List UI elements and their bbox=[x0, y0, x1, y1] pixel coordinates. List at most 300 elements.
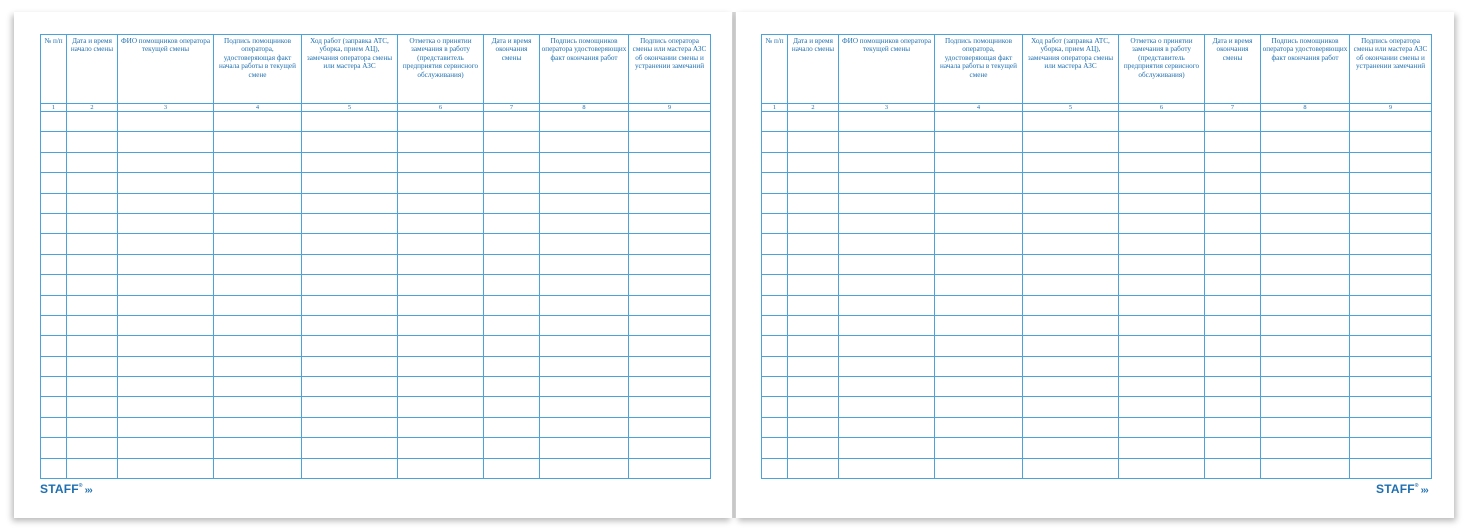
table-cell[interactable] bbox=[118, 193, 214, 213]
table-cell[interactable] bbox=[1205, 438, 1261, 458]
table-cell[interactable] bbox=[1023, 193, 1119, 213]
table-cell[interactable] bbox=[41, 315, 67, 335]
table-cell[interactable] bbox=[118, 132, 214, 152]
table-cell[interactable] bbox=[935, 295, 1023, 315]
table-cell[interactable] bbox=[302, 112, 398, 132]
table-cell[interactable] bbox=[839, 112, 935, 132]
table-cell[interactable] bbox=[1350, 336, 1432, 356]
table-cell[interactable] bbox=[214, 132, 302, 152]
table-cell[interactable] bbox=[762, 438, 788, 458]
table-cell[interactable] bbox=[118, 397, 214, 417]
table-cell[interactable] bbox=[302, 193, 398, 213]
table-cell[interactable] bbox=[762, 417, 788, 437]
table-cell[interactable] bbox=[67, 213, 118, 233]
table-cell[interactable] bbox=[41, 417, 67, 437]
table-cell[interactable] bbox=[1119, 254, 1205, 274]
table-cell[interactable] bbox=[1119, 112, 1205, 132]
table-cell[interactable] bbox=[839, 193, 935, 213]
table-cell[interactable] bbox=[1205, 356, 1261, 376]
table-cell[interactable] bbox=[762, 213, 788, 233]
table-cell[interactable] bbox=[1119, 397, 1205, 417]
table-cell[interactable] bbox=[484, 438, 540, 458]
table-cell[interactable] bbox=[1205, 254, 1261, 274]
table-cell[interactable] bbox=[398, 152, 484, 172]
table-cell[interactable] bbox=[214, 152, 302, 172]
table-cell[interactable] bbox=[1261, 458, 1350, 478]
table-cell[interactable] bbox=[398, 417, 484, 437]
table-cell[interactable] bbox=[67, 193, 118, 213]
table-cell[interactable] bbox=[788, 397, 839, 417]
table-cell[interactable] bbox=[398, 458, 484, 478]
table-cell[interactable] bbox=[935, 152, 1023, 172]
table-cell[interactable] bbox=[67, 254, 118, 274]
table-cell[interactable] bbox=[935, 417, 1023, 437]
table-cell[interactable] bbox=[762, 173, 788, 193]
table-cell[interactable] bbox=[214, 275, 302, 295]
table-cell[interactable] bbox=[398, 397, 484, 417]
table-cell[interactable] bbox=[67, 173, 118, 193]
table-cell[interactable] bbox=[629, 356, 711, 376]
table-cell[interactable] bbox=[935, 336, 1023, 356]
table-cell[interactable] bbox=[1205, 336, 1261, 356]
table-cell[interactable] bbox=[540, 295, 629, 315]
table-cell[interactable] bbox=[1119, 438, 1205, 458]
table-cell[interactable] bbox=[1350, 173, 1432, 193]
table-cell[interactable] bbox=[1350, 152, 1432, 172]
table-cell[interactable] bbox=[540, 377, 629, 397]
table-cell[interactable] bbox=[484, 193, 540, 213]
table-cell[interactable] bbox=[762, 275, 788, 295]
table-cell[interactable] bbox=[1350, 417, 1432, 437]
table-cell[interactable] bbox=[629, 112, 711, 132]
table-cell[interactable] bbox=[214, 112, 302, 132]
table-cell[interactable] bbox=[1261, 152, 1350, 172]
table-cell[interactable] bbox=[935, 315, 1023, 335]
table-cell[interactable] bbox=[762, 254, 788, 274]
table-cell[interactable] bbox=[629, 213, 711, 233]
table-cell[interactable] bbox=[41, 458, 67, 478]
table-cell[interactable] bbox=[214, 377, 302, 397]
table-cell[interactable] bbox=[839, 213, 935, 233]
table-cell[interactable] bbox=[1023, 438, 1119, 458]
table-cell[interactable] bbox=[302, 234, 398, 254]
table-cell[interactable] bbox=[1350, 132, 1432, 152]
table-cell[interactable] bbox=[1261, 275, 1350, 295]
table-cell[interactable] bbox=[629, 254, 711, 274]
table-cell[interactable] bbox=[839, 377, 935, 397]
table-cell[interactable] bbox=[935, 275, 1023, 295]
table-cell[interactable] bbox=[214, 315, 302, 335]
table-cell[interactable] bbox=[67, 112, 118, 132]
table-cell[interactable] bbox=[762, 336, 788, 356]
table-cell[interactable] bbox=[762, 152, 788, 172]
table-cell[interactable] bbox=[839, 234, 935, 254]
table-cell[interactable] bbox=[398, 336, 484, 356]
table-cell[interactable] bbox=[1261, 336, 1350, 356]
table-cell[interactable] bbox=[41, 336, 67, 356]
table-cell[interactable] bbox=[935, 397, 1023, 417]
table-cell[interactable] bbox=[1350, 213, 1432, 233]
table-cell[interactable] bbox=[118, 152, 214, 172]
table-cell[interactable] bbox=[1350, 234, 1432, 254]
table-cell[interactable] bbox=[398, 295, 484, 315]
table-cell[interactable] bbox=[540, 112, 629, 132]
table-cell[interactable] bbox=[214, 254, 302, 274]
table-cell[interactable] bbox=[935, 213, 1023, 233]
table-cell[interactable] bbox=[67, 438, 118, 458]
table-cell[interactable] bbox=[302, 132, 398, 152]
table-cell[interactable] bbox=[41, 438, 67, 458]
table-cell[interactable] bbox=[214, 295, 302, 315]
table-cell[interactable] bbox=[302, 275, 398, 295]
table-cell[interactable] bbox=[398, 438, 484, 458]
table-cell[interactable] bbox=[788, 458, 839, 478]
table-cell[interactable] bbox=[67, 336, 118, 356]
table-cell[interactable] bbox=[540, 275, 629, 295]
table-cell[interactable] bbox=[1119, 315, 1205, 335]
table-cell[interactable] bbox=[1205, 112, 1261, 132]
table-cell[interactable] bbox=[1023, 315, 1119, 335]
table-cell[interactable] bbox=[302, 173, 398, 193]
table-cell[interactable] bbox=[1119, 234, 1205, 254]
table-cell[interactable] bbox=[302, 417, 398, 437]
table-cell[interactable] bbox=[1261, 438, 1350, 458]
table-cell[interactable] bbox=[839, 132, 935, 152]
table-cell[interactable] bbox=[1119, 417, 1205, 437]
table-cell[interactable] bbox=[484, 377, 540, 397]
table-cell[interactable] bbox=[788, 173, 839, 193]
table-cell[interactable] bbox=[540, 254, 629, 274]
table-cell[interactable] bbox=[1023, 397, 1119, 417]
table-cell[interactable] bbox=[484, 356, 540, 376]
table-cell[interactable] bbox=[1350, 295, 1432, 315]
table-cell[interactable] bbox=[629, 315, 711, 335]
table-cell[interactable] bbox=[839, 254, 935, 274]
table-cell[interactable] bbox=[1205, 315, 1261, 335]
table-cell[interactable] bbox=[1205, 213, 1261, 233]
table-cell[interactable] bbox=[302, 377, 398, 397]
table-cell[interactable] bbox=[302, 458, 398, 478]
table-cell[interactable] bbox=[1023, 417, 1119, 437]
table-cell[interactable] bbox=[214, 397, 302, 417]
table-cell[interactable] bbox=[935, 356, 1023, 376]
table-cell[interactable] bbox=[839, 336, 935, 356]
table-cell[interactable] bbox=[839, 397, 935, 417]
table-cell[interactable] bbox=[118, 458, 214, 478]
table-cell[interactable] bbox=[1205, 397, 1261, 417]
table-cell[interactable] bbox=[629, 377, 711, 397]
table-cell[interactable] bbox=[118, 213, 214, 233]
table-cell[interactable] bbox=[1205, 377, 1261, 397]
table-cell[interactable] bbox=[1205, 417, 1261, 437]
table-cell[interactable] bbox=[629, 132, 711, 152]
table-cell[interactable] bbox=[1261, 397, 1350, 417]
table-cell[interactable] bbox=[398, 132, 484, 152]
table-cell[interactable] bbox=[41, 213, 67, 233]
table-cell[interactable] bbox=[484, 417, 540, 437]
table-cell[interactable] bbox=[1205, 132, 1261, 152]
table-cell[interactable] bbox=[1205, 458, 1261, 478]
table-cell[interactable] bbox=[935, 173, 1023, 193]
table-cell[interactable] bbox=[302, 336, 398, 356]
table-cell[interactable] bbox=[839, 356, 935, 376]
table-cell[interactable] bbox=[1261, 377, 1350, 397]
table-cell[interactable] bbox=[1119, 458, 1205, 478]
table-cell[interactable] bbox=[540, 152, 629, 172]
table-cell[interactable] bbox=[41, 275, 67, 295]
table-cell[interactable] bbox=[398, 213, 484, 233]
table-cell[interactable] bbox=[1023, 152, 1119, 172]
table-cell[interactable] bbox=[629, 397, 711, 417]
table-cell[interactable] bbox=[302, 356, 398, 376]
table-cell[interactable] bbox=[41, 152, 67, 172]
table-cell[interactable] bbox=[67, 356, 118, 376]
table-cell[interactable] bbox=[1350, 112, 1432, 132]
table-cell[interactable] bbox=[484, 295, 540, 315]
table-cell[interactable] bbox=[839, 458, 935, 478]
table-cell[interactable] bbox=[540, 213, 629, 233]
table-cell[interactable] bbox=[398, 234, 484, 254]
table-cell[interactable] bbox=[1119, 152, 1205, 172]
table-cell[interactable] bbox=[1119, 173, 1205, 193]
table-cell[interactable] bbox=[935, 112, 1023, 132]
table-cell[interactable] bbox=[302, 438, 398, 458]
table-cell[interactable] bbox=[1350, 438, 1432, 458]
table-cell[interactable] bbox=[214, 356, 302, 376]
table-cell[interactable] bbox=[540, 356, 629, 376]
table-cell[interactable] bbox=[1023, 275, 1119, 295]
table-cell[interactable] bbox=[484, 315, 540, 335]
table-cell[interactable] bbox=[41, 193, 67, 213]
table-cell[interactable] bbox=[1023, 213, 1119, 233]
table-cell[interactable] bbox=[1023, 295, 1119, 315]
table-cell[interactable] bbox=[398, 377, 484, 397]
table-cell[interactable] bbox=[1023, 112, 1119, 132]
table-cell[interactable] bbox=[1261, 417, 1350, 437]
table-cell[interactable] bbox=[118, 356, 214, 376]
table-cell[interactable] bbox=[629, 295, 711, 315]
table-cell[interactable] bbox=[1023, 132, 1119, 152]
table-cell[interactable] bbox=[935, 254, 1023, 274]
table-cell[interactable] bbox=[1119, 295, 1205, 315]
table-cell[interactable] bbox=[67, 295, 118, 315]
table-cell[interactable] bbox=[1261, 356, 1350, 376]
table-cell[interactable] bbox=[118, 112, 214, 132]
table-cell[interactable] bbox=[1350, 275, 1432, 295]
table-cell[interactable] bbox=[1205, 275, 1261, 295]
table-cell[interactable] bbox=[629, 152, 711, 172]
table-cell[interactable] bbox=[1119, 377, 1205, 397]
table-cell[interactable] bbox=[1350, 397, 1432, 417]
table-cell[interactable] bbox=[398, 315, 484, 335]
table-cell[interactable] bbox=[1205, 152, 1261, 172]
table-cell[interactable] bbox=[302, 295, 398, 315]
table-cell[interactable] bbox=[788, 377, 839, 397]
table-cell[interactable] bbox=[67, 234, 118, 254]
table-cell[interactable] bbox=[398, 193, 484, 213]
table-cell[interactable] bbox=[41, 173, 67, 193]
table-cell[interactable] bbox=[118, 234, 214, 254]
table-cell[interactable] bbox=[839, 275, 935, 295]
table-cell[interactable] bbox=[839, 417, 935, 437]
table-cell[interactable] bbox=[935, 458, 1023, 478]
table-cell[interactable] bbox=[1261, 295, 1350, 315]
table-cell[interactable] bbox=[398, 112, 484, 132]
table-cell[interactable] bbox=[118, 336, 214, 356]
table-cell[interactable] bbox=[1205, 173, 1261, 193]
table-cell[interactable] bbox=[1261, 234, 1350, 254]
table-cell[interactable] bbox=[484, 397, 540, 417]
table-cell[interactable] bbox=[1205, 234, 1261, 254]
table-cell[interactable] bbox=[788, 417, 839, 437]
table-cell[interactable] bbox=[1350, 377, 1432, 397]
table-cell[interactable] bbox=[788, 438, 839, 458]
table-cell[interactable] bbox=[214, 458, 302, 478]
table-cell[interactable] bbox=[762, 112, 788, 132]
table-cell[interactable] bbox=[41, 112, 67, 132]
table-cell[interactable] bbox=[788, 295, 839, 315]
table-cell[interactable] bbox=[214, 173, 302, 193]
table-cell[interactable] bbox=[935, 132, 1023, 152]
table-cell[interactable] bbox=[1023, 377, 1119, 397]
table-cell[interactable] bbox=[214, 417, 302, 437]
table-cell[interactable] bbox=[1350, 315, 1432, 335]
table-cell[interactable] bbox=[762, 132, 788, 152]
table-cell[interactable] bbox=[41, 132, 67, 152]
table-cell[interactable] bbox=[935, 193, 1023, 213]
table-cell[interactable] bbox=[484, 458, 540, 478]
table-cell[interactable] bbox=[302, 397, 398, 417]
table-cell[interactable] bbox=[118, 254, 214, 274]
table-cell[interactable] bbox=[788, 213, 839, 233]
table-cell[interactable] bbox=[214, 213, 302, 233]
table-cell[interactable] bbox=[762, 356, 788, 376]
table-cell[interactable] bbox=[839, 295, 935, 315]
table-cell[interactable] bbox=[1261, 132, 1350, 152]
table-cell[interactable] bbox=[540, 234, 629, 254]
table-cell[interactable] bbox=[1261, 173, 1350, 193]
table-cell[interactable] bbox=[540, 438, 629, 458]
table-cell[interactable] bbox=[1205, 295, 1261, 315]
table-cell[interactable] bbox=[1119, 275, 1205, 295]
table-cell[interactable] bbox=[1205, 193, 1261, 213]
table-cell[interactable] bbox=[1350, 193, 1432, 213]
table-cell[interactable] bbox=[629, 275, 711, 295]
table-cell[interactable] bbox=[398, 275, 484, 295]
table-cell[interactable] bbox=[214, 438, 302, 458]
table-cell[interactable] bbox=[935, 438, 1023, 458]
table-cell[interactable] bbox=[629, 193, 711, 213]
table-cell[interactable] bbox=[67, 417, 118, 437]
table-cell[interactable] bbox=[788, 254, 839, 274]
table-cell[interactable] bbox=[118, 173, 214, 193]
table-cell[interactable] bbox=[839, 173, 935, 193]
table-cell[interactable] bbox=[1119, 132, 1205, 152]
table-cell[interactable] bbox=[788, 336, 839, 356]
table-cell[interactable] bbox=[398, 173, 484, 193]
table-cell[interactable] bbox=[629, 458, 711, 478]
table-cell[interactable] bbox=[1023, 458, 1119, 478]
table-cell[interactable] bbox=[67, 377, 118, 397]
table-cell[interactable] bbox=[1261, 254, 1350, 274]
table-cell[interactable] bbox=[839, 315, 935, 335]
table-cell[interactable] bbox=[788, 132, 839, 152]
table-cell[interactable] bbox=[118, 377, 214, 397]
table-cell[interactable] bbox=[839, 152, 935, 172]
table-cell[interactable] bbox=[41, 254, 67, 274]
table-cell[interactable] bbox=[1023, 234, 1119, 254]
table-cell[interactable] bbox=[1350, 254, 1432, 274]
table-cell[interactable] bbox=[839, 438, 935, 458]
table-cell[interactable] bbox=[118, 438, 214, 458]
table-cell[interactable] bbox=[540, 132, 629, 152]
table-cell[interactable] bbox=[41, 295, 67, 315]
table-cell[interactable] bbox=[398, 356, 484, 376]
table-cell[interactable] bbox=[214, 193, 302, 213]
table-cell[interactable] bbox=[762, 458, 788, 478]
table-cell[interactable] bbox=[629, 417, 711, 437]
table-cell[interactable] bbox=[540, 458, 629, 478]
table-cell[interactable] bbox=[302, 315, 398, 335]
table-cell[interactable] bbox=[762, 397, 788, 417]
table-cell[interactable] bbox=[629, 438, 711, 458]
table-cell[interactable] bbox=[935, 377, 1023, 397]
table-cell[interactable] bbox=[484, 173, 540, 193]
table-cell[interactable] bbox=[1119, 213, 1205, 233]
table-cell[interactable] bbox=[1119, 193, 1205, 213]
table-cell[interactable] bbox=[1023, 254, 1119, 274]
table-cell[interactable] bbox=[41, 356, 67, 376]
table-cell[interactable] bbox=[1350, 356, 1432, 376]
table-cell[interactable] bbox=[1119, 336, 1205, 356]
table-cell[interactable] bbox=[540, 315, 629, 335]
table-cell[interactable] bbox=[302, 152, 398, 172]
table-cell[interactable] bbox=[398, 254, 484, 274]
table-cell[interactable] bbox=[302, 213, 398, 233]
table-cell[interactable] bbox=[788, 275, 839, 295]
table-cell[interactable] bbox=[484, 152, 540, 172]
table-cell[interactable] bbox=[762, 295, 788, 315]
table-cell[interactable] bbox=[540, 173, 629, 193]
table-cell[interactable] bbox=[118, 275, 214, 295]
table-cell[interactable] bbox=[484, 275, 540, 295]
table-cell[interactable] bbox=[67, 315, 118, 335]
table-cell[interactable] bbox=[788, 112, 839, 132]
table-cell[interactable] bbox=[67, 397, 118, 417]
table-cell[interactable] bbox=[629, 336, 711, 356]
table-cell[interactable] bbox=[1261, 315, 1350, 335]
table-cell[interactable] bbox=[484, 336, 540, 356]
table-cell[interactable] bbox=[788, 152, 839, 172]
table-cell[interactable] bbox=[762, 193, 788, 213]
table-cell[interactable] bbox=[540, 397, 629, 417]
table-cell[interactable] bbox=[302, 254, 398, 274]
table-cell[interactable] bbox=[1023, 356, 1119, 376]
table-cell[interactable] bbox=[214, 336, 302, 356]
table-cell[interactable] bbox=[118, 315, 214, 335]
table-cell[interactable] bbox=[788, 356, 839, 376]
table-cell[interactable] bbox=[67, 152, 118, 172]
table-cell[interactable] bbox=[1261, 193, 1350, 213]
table-cell[interactable] bbox=[118, 417, 214, 437]
table-cell[interactable] bbox=[935, 234, 1023, 254]
table-cell[interactable] bbox=[540, 417, 629, 437]
table-cell[interactable] bbox=[214, 234, 302, 254]
table-cell[interactable] bbox=[762, 377, 788, 397]
table-cell[interactable] bbox=[788, 315, 839, 335]
table-cell[interactable] bbox=[1023, 336, 1119, 356]
table-cell[interactable] bbox=[1261, 213, 1350, 233]
